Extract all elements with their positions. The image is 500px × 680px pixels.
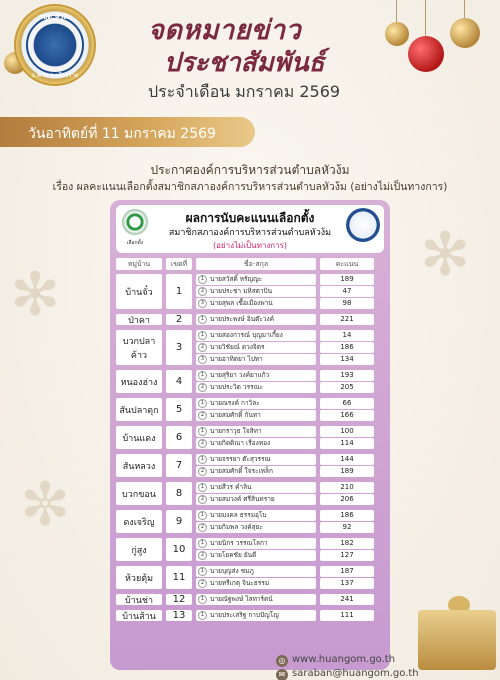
candidate-score: 92 — [320, 522, 374, 533]
candidate-number-badge: 1 — [198, 511, 207, 520]
candidate-number-badge: 1 — [198, 331, 207, 340]
issue-month: ประจำเดือน มกราคม 2569 — [148, 82, 341, 101]
announcement-title: ประกาศองค์การบริหารส่วนตำบลหัวง้ม — [150, 163, 350, 177]
result-group — [110, 330, 390, 365]
village-cell: ป่าคา — [116, 314, 162, 325]
candidate-score: 205 — [320, 382, 374, 393]
candidate-score: 166 — [320, 410, 374, 421]
candidate-name-cell — [196, 426, 316, 437]
date-banner-text: วันอาทิตย์ที่ 11 มกราคม 2569 — [28, 126, 216, 142]
candidate-name-cell — [196, 382, 316, 393]
candidate-name-cell — [196, 610, 316, 621]
result-group — [110, 370, 390, 393]
candidate-number-badge: 1 — [198, 567, 207, 576]
results-title: ผลการนับคะแนนเลือกตั้ง — [185, 211, 315, 225]
candidate-number-badge: 2 — [198, 343, 207, 352]
candidate-name: นายสุริยา วงค์ยาแก้ว — [210, 371, 270, 379]
candidate-name-cell — [196, 510, 316, 521]
candidate-name-cell — [196, 594, 316, 605]
candidate-name: นายอาทิตยา ไปทา — [210, 355, 263, 363]
snowflake-icon: ✻ — [420, 220, 471, 290]
candidate-number-badge: 1 — [198, 595, 207, 604]
candidate-score: 210 — [320, 482, 374, 493]
candidate-number-badge: 1 — [198, 315, 207, 324]
candidate-name-cell — [196, 274, 316, 285]
candidate-score: 186 — [320, 510, 374, 521]
candidate-score: 144 — [320, 454, 374, 465]
candidate-name-cell — [196, 286, 316, 297]
candidate-name-cell — [196, 410, 316, 421]
footer-email[interactable]: saraban@huangom.go.th — [292, 668, 419, 679]
candidate-name-cell — [196, 298, 316, 309]
candidate-number-badge: 1 — [198, 483, 207, 492]
unit-cell: 8 — [166, 482, 192, 505]
candidate-name: นายนิกร วรรณโลกา — [210, 539, 268, 547]
results-card — [110, 200, 390, 670]
village-cell: บ้านส้าน — [116, 610, 162, 621]
candidate-number-badge: 1 — [198, 539, 207, 548]
result-group — [110, 566, 390, 589]
footer-website[interactable]: www.huangom.go.th — [292, 654, 396, 665]
candidate-name-cell — [196, 482, 316, 493]
unit-cell: 7 — [166, 454, 192, 477]
candidate-name-cell — [196, 466, 316, 477]
candidate-number-badge: 2 — [198, 579, 207, 588]
candidate-score: 127 — [320, 550, 374, 561]
candidate-name: นายกราวุธ ใจสิทา — [210, 427, 262, 435]
candidate-name-cell — [196, 550, 316, 561]
candidate-score: 187 — [320, 566, 374, 577]
village-cell: หนองฮ่าง — [116, 370, 162, 393]
candidate-score: 134 — [320, 354, 374, 365]
candidate-name-cell — [196, 494, 316, 505]
village-cell: สันปลาดุก — [116, 398, 162, 421]
unit-cell: 11 — [166, 566, 192, 589]
result-group — [110, 454, 390, 477]
unit-cell: 1 — [166, 274, 192, 309]
unit-cell: 9 — [166, 510, 192, 533]
page-title-line2: ประชาสัมพันธ์ — [164, 48, 325, 78]
candidate-name: นายจรรยา ต๊ะสุวรรณ — [210, 455, 271, 463]
candidate-number-badge: 2 — [198, 467, 207, 476]
candidate-name: นายประพงษ์ อินต๊ะวงค์ — [210, 315, 275, 323]
column-header-village: หมู่บ้าน — [116, 258, 162, 270]
candidate-name: นายสมศักดิ์ กันทา — [210, 411, 261, 419]
ornament-ball-icon — [385, 22, 409, 46]
village-cell: บ้านจั๋ว — [116, 274, 162, 309]
snowflake-icon: ✻ — [10, 260, 61, 330]
candidate-number-badge: 1 — [198, 275, 207, 284]
candidate-score: 137 — [320, 578, 374, 589]
candidate-name: นายประวิต วรรณะ — [210, 383, 264, 391]
candidate-name: นายสมวงค์ ศรีสินทราย — [210, 495, 275, 503]
candidate-score: 47 — [320, 286, 374, 297]
date-banner — [0, 117, 255, 147]
candidate-score: 221 — [320, 314, 374, 325]
candidate-number-badge: 2 — [198, 439, 207, 448]
candidate-name: นายณรงค์ กาวิละ — [210, 399, 260, 407]
candidate-score: 193 — [320, 370, 374, 381]
candidate-name-cell — [196, 538, 316, 549]
unit-cell: 10 — [166, 538, 192, 561]
candidate-name: นายณัฐพงษ์ ไสทาร์ตน์ — [210, 595, 273, 603]
candidate-number-badge: 1 — [198, 611, 207, 620]
candidate-score: 189 — [320, 274, 374, 285]
candidate-number-badge: 2 — [198, 495, 207, 504]
page-title-line1: จดหมายข่าว — [148, 15, 302, 46]
logo-top-text: อบต.หัวง้ม — [38, 13, 72, 21]
unit-cell: 3 — [166, 330, 192, 365]
ornament-ball-icon — [408, 36, 444, 72]
candidate-name-cell — [196, 398, 316, 409]
candidate-number-badge: 2 — [198, 523, 207, 532]
candidate-name: นายสีวร คำลิน — [210, 483, 252, 491]
candidate-number-badge: 3 — [198, 299, 207, 308]
candidate-score: 98 — [320, 298, 374, 309]
candidate-name-cell — [196, 522, 316, 533]
candidate-name: นายทรีเกตุ จินะธรรม — [210, 579, 270, 587]
candidate-name-cell — [196, 314, 316, 325]
candidate-score: 114 — [320, 438, 374, 449]
announcement-subject: เรื่อง ผลคะแนนเลือกตั้งสมาชิกสภาองค์การบริหารส่วนตำบลหัวง้ม (อย่างไม่เป็นทางการ) — [52, 181, 448, 193]
candidate-name-cell — [196, 354, 316, 365]
result-group — [110, 482, 390, 505]
village-cell: สันหลวง — [116, 454, 162, 477]
candidate-name: นายสมศักดิ์ ใจระเหล็ก — [210, 467, 273, 475]
organization-logo — [14, 4, 96, 86]
candidate-name: นายโยคชัย ยันดี — [210, 551, 257, 559]
candidate-name-cell — [196, 330, 316, 341]
results-card-header — [116, 205, 384, 253]
candidate-name: นายกิตติณา เรืองทอง — [210, 439, 271, 447]
candidate-name: นายวิชัยณ์ ดวงจิตร — [210, 343, 265, 351]
candidate-name-cell — [196, 578, 316, 589]
candidate-name: นายสองการณ์ บุญมาเกี้ยง — [210, 331, 283, 339]
snowflake-icon: ✼ — [20, 470, 71, 540]
candidate-number-badge: 1 — [198, 427, 207, 436]
result-group — [110, 426, 390, 449]
candidate-score: 186 — [320, 342, 374, 353]
result-group — [110, 274, 390, 309]
village-cell: บ้านแดง — [116, 426, 162, 449]
logo-bottom-text: อ.พาน จ.เชียงราย — [31, 72, 79, 79]
candidate-name: นายมงคล ธรรมอุโบ — [210, 511, 267, 519]
candidate-score: 100 — [320, 426, 374, 437]
unit-cell: 13 — [166, 610, 192, 621]
candidate-name-cell — [196, 370, 316, 381]
candidate-score: 189 — [320, 466, 374, 477]
candidate-score: 66 — [320, 398, 374, 409]
candidate-name-cell — [196, 342, 316, 353]
village-cell: บ้านช่า — [116, 594, 162, 605]
candidate-number-badge: 1 — [198, 371, 207, 380]
candidate-name-cell — [196, 454, 316, 465]
unit-cell: 12 — [166, 594, 192, 605]
candidate-number-badge: 2 — [198, 287, 207, 296]
unit-cell: 5 — [166, 398, 192, 421]
column-header-unit: เขตที่ — [166, 258, 192, 270]
mail-icon: ✉ — [276, 669, 288, 680]
gift-box-icon — [418, 610, 496, 670]
candidate-name: นายสวัสดิ์ หรัญญะ — [210, 275, 263, 283]
column-header-score: คะแนน — [320, 258, 374, 270]
result-group — [110, 398, 390, 421]
candidate-number-badge: 1 — [198, 455, 207, 464]
unit-cell: 2 — [166, 314, 192, 325]
candidate-name: นายสุพล เชื้อเมืองพาน — [210, 299, 273, 307]
candidate-number-badge: 2 — [198, 411, 207, 420]
result-group — [110, 510, 390, 533]
candidate-score: 182 — [320, 538, 374, 549]
result-group — [110, 610, 390, 621]
candidate-score: 14 — [320, 330, 374, 341]
village-cell: ดงเจริญ — [116, 510, 162, 533]
village-cell: ห้วยตุ้ม — [116, 566, 162, 589]
village-cell: กู่สูง — [116, 538, 162, 561]
result-group — [110, 538, 390, 561]
result-group — [110, 314, 390, 325]
candidate-name: นายกิมพล วงค์สุยะ — [210, 523, 263, 531]
unit-cell: 6 — [166, 426, 192, 449]
candidate-name-cell — [196, 566, 316, 577]
globe-icon: ◎ — [276, 655, 288, 667]
candidate-number-badge: 2 — [198, 551, 207, 560]
candidate-number-badge: 1 — [198, 399, 207, 408]
candidate-name: นายบุญส่ง ชมภู — [210, 567, 254, 575]
candidate-number-badge: 3 — [198, 355, 207, 364]
candidate-name: นายประชา มหิสตาบิน — [210, 287, 273, 295]
unit-cell: 4 — [166, 370, 192, 393]
candidate-name-cell — [196, 438, 316, 449]
village-cell: บวกปลาค้าว — [116, 330, 162, 365]
results-note: (อย่างไม่เป็นทางการ) — [212, 241, 287, 250]
candidate-score: 241 — [320, 594, 374, 605]
column-header-name: ชื่อ-สกุล — [196, 258, 316, 270]
results-subtitle: สมาชิกสภาองค์การบริหารส่วนตำบลหัวง้ม — [168, 228, 332, 238]
result-group — [110, 594, 390, 605]
candidate-score: 206 — [320, 494, 374, 505]
ornament-ball-icon — [450, 18, 480, 48]
candidate-number-badge: 2 — [198, 383, 207, 392]
village-cell: บวกขอน — [116, 482, 162, 505]
candidate-score: 111 — [320, 610, 374, 621]
election-logo-caption: เลือกตั้ง — [126, 240, 144, 246]
candidate-name: นายประเสริฐ กาบปัญโญ — [210, 611, 279, 619]
